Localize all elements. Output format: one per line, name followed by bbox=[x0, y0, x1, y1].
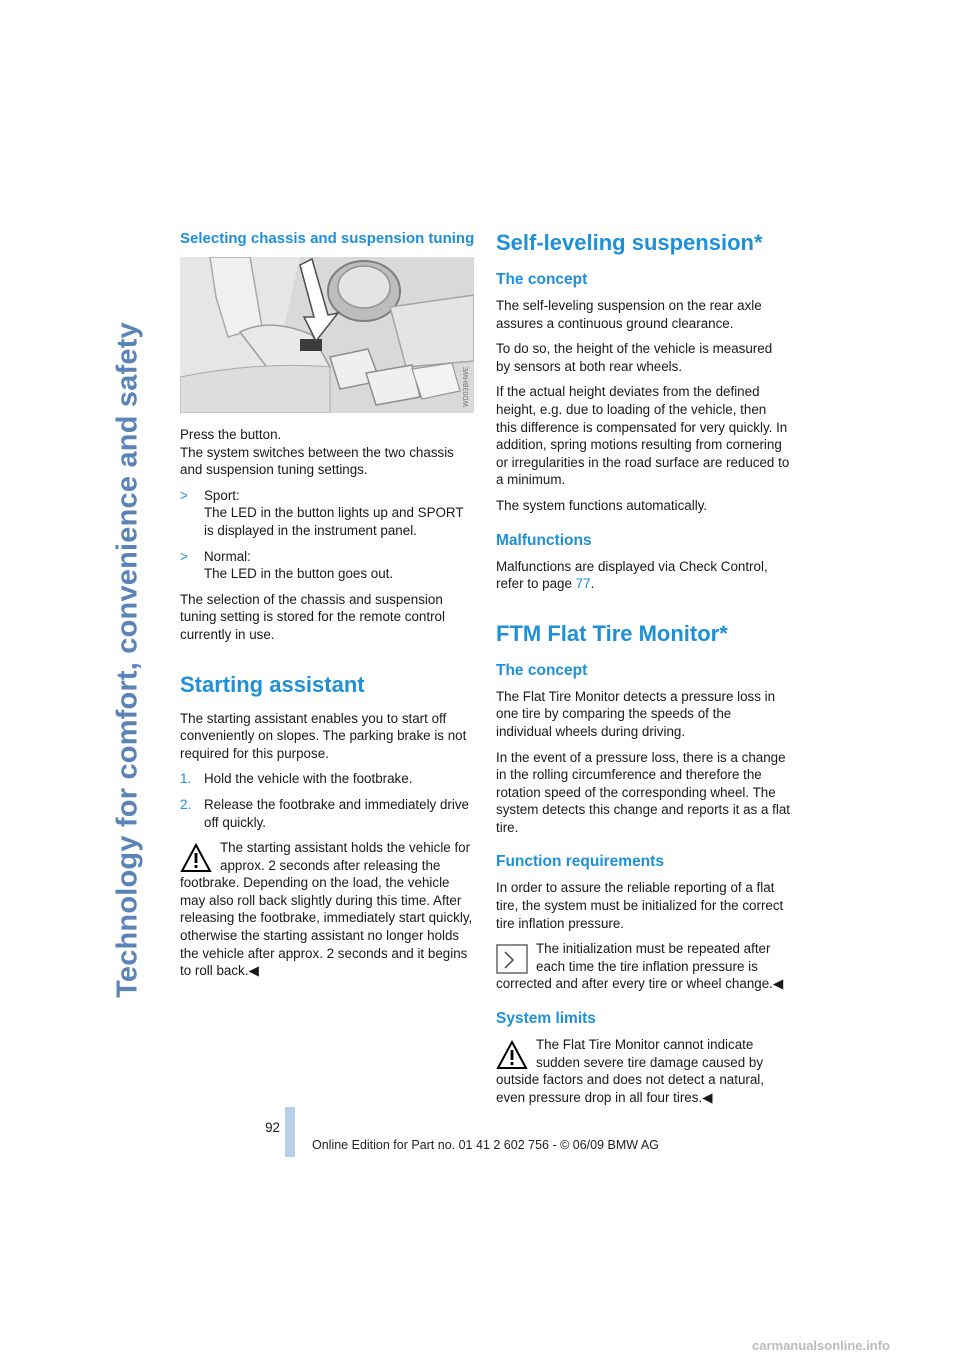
warning-starting-assistant bbox=[180, 839, 476, 980]
note-checkmark-icon bbox=[496, 944, 528, 974]
bullet-normal-text: The LED in the button goes out. bbox=[204, 566, 394, 582]
warning-text: The starting assistant holds the vehicle for approx. 2 seconds after releasing the footbrake. Depending on the load, the vehicle may also roll back slightly during this time. After releasing the footbrake, immediately start quickly, otherwise the starting assistant no longer holds the vehicle after approx. 2 seconds and it begins to roll back.◀ bbox=[180, 840, 473, 979]
note-initialization bbox=[496, 940, 790, 993]
para-malfunctions-text: Malfunctions are displayed via Check Control, refer to page bbox=[496, 558, 768, 592]
note-text: The initialization must be repeated after each time the tire inflation pressure is corrected and after every tire or wheel change.◀ bbox=[496, 941, 784, 992]
step-2 bbox=[180, 796, 476, 831]
para-malfunctions bbox=[496, 558, 790, 593]
heading-concept-2: The concept bbox=[496, 661, 588, 679]
heading-starting-assistant: Starting assistant bbox=[180, 671, 365, 697]
para-ftm-2: In the event of a pressure loss, there is a change in the rolling circumference and therefore the rotation speed of the corresponding wheel. The system detects this change and reports it as a flat tire. bbox=[496, 749, 790, 835]
heading-self-leveling: Self-leveling suspension* bbox=[496, 230, 763, 255]
photo-code: WD03BHWE bbox=[463, 366, 470, 407]
para-concept-2: To do so, the height of the vehicle is measured by sensors at both rear wheels. bbox=[496, 341, 773, 374]
heading-system-limits: System limits bbox=[496, 1010, 596, 1028]
bullet-normal bbox=[180, 548, 476, 583]
bullet-marker: > bbox=[180, 548, 188, 564]
bullet-marker: > bbox=[180, 487, 188, 503]
step-text: Hold the vehicle with the footbrake. bbox=[204, 771, 413, 787]
warning-system-limits bbox=[496, 1036, 790, 1106]
chapter-side-title-text: Technology for comfort, convenience and safety bbox=[111, 322, 144, 998]
console-button-photo bbox=[180, 257, 474, 413]
warning-triangle-icon bbox=[180, 843, 212, 873]
bullet-sport-title: Sport: bbox=[204, 487, 240, 503]
page-number: 92 bbox=[265, 1120, 280, 1135]
watermark: carmanualsonline.info bbox=[752, 1338, 890, 1353]
heading-malfunctions: Malfunctions bbox=[496, 531, 592, 549]
heading-concept-1: The concept bbox=[496, 271, 588, 288]
para-ftm-1: The Flat Tire Monitor detects a pressure loss in one tire by comparing the speeds of the individual wheels during driving. bbox=[496, 688, 776, 739]
para-press-line2: The system switches between the two chassis and suspension tuning settings. bbox=[180, 444, 454, 478]
para-press-button bbox=[180, 426, 476, 479]
para-concept-4: The system functions automatically. bbox=[496, 497, 708, 513]
chapter-side-title bbox=[98, 225, 158, 1095]
step-1 bbox=[180, 770, 476, 788]
step-text: Release the footbrake and immediately drive off quickly. bbox=[204, 796, 469, 830]
step-number: 1. bbox=[180, 771, 192, 787]
para-starting-intro: The starting assistant enables you to start off conveniently on slopes. The parking brake is not required for this purpose. bbox=[180, 710, 467, 761]
bullet-normal-title: Normal: bbox=[204, 548, 251, 564]
left-column bbox=[180, 230, 476, 988]
para-concept-3: If the actual height deviates from the defined height, e.g. due to loading of the vehicle, then this difference is compensated for very quickly. In addition, spring motions resulting from cornering or irregularities in the road surface are reduced to a minimum. bbox=[496, 384, 790, 488]
right-column bbox=[496, 230, 790, 1114]
heading-chassis-tuning: Selecting chassis and suspension tuning bbox=[180, 230, 475, 247]
bullet-sport-text: The LED in the button lights up and SPORT is displayed in the instrument panel. bbox=[204, 505, 464, 538]
para-function-requirements: In order to assure the reliable reporting of a flat tire, the system must be initialized for the correct tire inflation pressure. bbox=[496, 880, 784, 931]
para-setting-stored: The selection of the chassis and suspension tuning setting is stored for the remote control currently in use. bbox=[180, 591, 445, 642]
bullet-sport bbox=[180, 487, 476, 540]
para-concept-1: The self-leveling suspension on the rear axle assures a continuous ground clearance. bbox=[496, 298, 762, 331]
warning-triangle-icon bbox=[496, 1040, 528, 1070]
warning-text: The Flat Tire Monitor cannot indicate sudden severe tire damage caused by outside factors and does not detect a natural, even pressure drop in all four tires.◀ bbox=[496, 1037, 764, 1105]
heading-function-requirements: Function requirements bbox=[496, 853, 664, 871]
heading-ftm: FTM Flat Tire Monitor* bbox=[496, 620, 728, 646]
footer-accent-bar bbox=[285, 1107, 295, 1157]
step-number: 2. bbox=[180, 796, 192, 812]
para-malfunctions-end: . bbox=[590, 576, 595, 592]
page-link-77[interactable]: 77 bbox=[575, 576, 591, 592]
para-press-line1: Press the button. bbox=[180, 427, 282, 442]
footer-edition: Online Edition for Part no. 01 41 2 602 756 - © 06/09 BMW AG bbox=[312, 1138, 659, 1152]
